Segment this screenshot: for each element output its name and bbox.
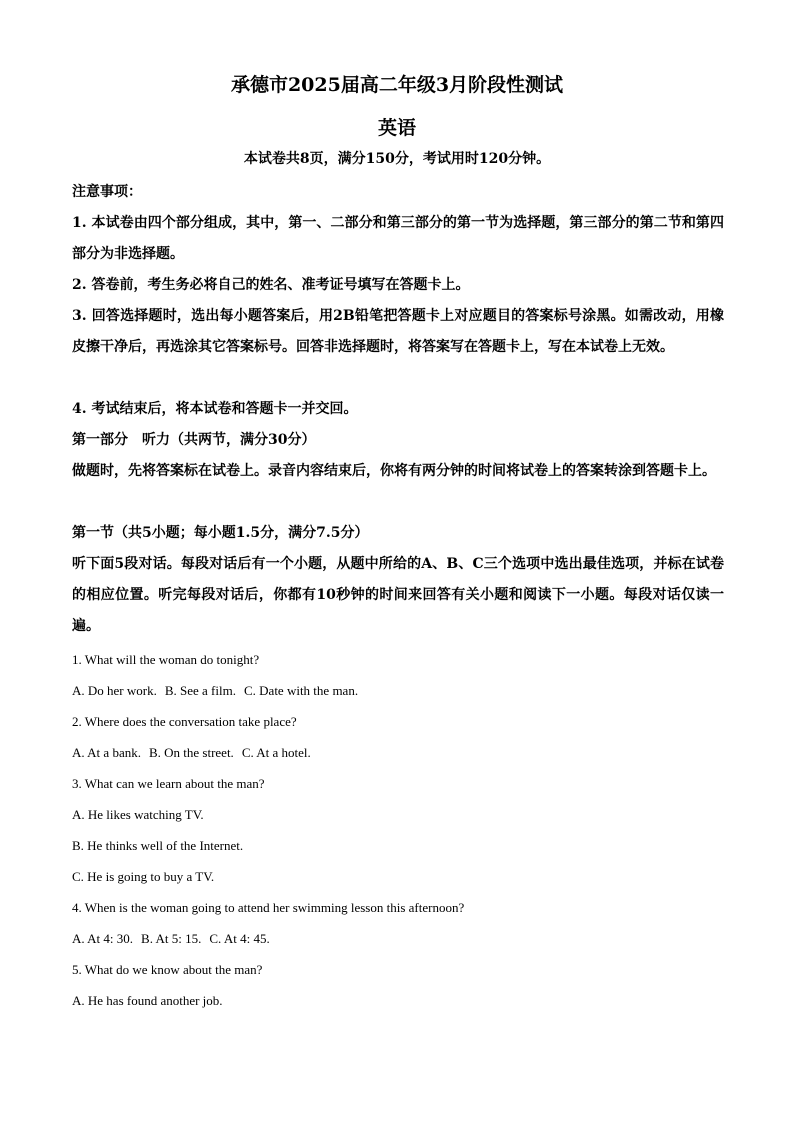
note-item-1: 1. 本试卷由四个部分组成，其中，第一、二部分和第三部分的第一节为选择题，第三部分的第二节和第四部分为非选择题。	[72, 215, 724, 262]
question-option-3c: C. He is going to buy a TV.	[72, 869, 215, 884]
question-option-5a: A. He has found another job.	[72, 993, 223, 1008]
question-options-2	[72, 743, 724, 763]
exam-info: 本试卷共8页，满分150分，考试用时120分钟。	[243, 151, 551, 167]
part1-instruction: 做题时，先将答案标在试卷上。录音内容结束后，你将有两分钟的时间将试卷上的答案转涂到答题卡上。	[72, 463, 716, 479]
question-stem-3: 3. What can we learn about the man?	[72, 776, 265, 791]
option-a: A. At 4: 30.	[72, 931, 134, 946]
question-option-3a: A. He likes watching TV.	[72, 807, 204, 822]
section1-heading: 第一节（共5小题；每小题1.5分，满分7.5分）	[72, 525, 369, 541]
exam-title: 承德市2025届高二年级3月阶段性测试	[230, 74, 564, 96]
option-c: C. At a hotel.	[241, 745, 311, 760]
question-option-3b: B. He thinks well of the Internet.	[72, 838, 244, 853]
option-c: C. Date with the man.	[243, 683, 359, 698]
question-options-1	[72, 681, 724, 701]
note-item-2: 2. 答卷前，考生务必将自己的姓名、准考证号填写在答题卡上。	[72, 277, 470, 293]
notes-heading: 注意事项：	[72, 184, 142, 200]
question-stem-1: 1. What will the woman do tonight?	[72, 652, 260, 667]
exam-subject: 英语	[377, 117, 416, 139]
option-a: A. Do her work.	[72, 683, 157, 698]
option-a: A. At a bank.	[72, 745, 141, 760]
section1-instruction: 听下面5段对话。每段对话后有一个小题，从题中所给的A、B、C三个选项中选出最佳选项，并标在试卷的相应位置。听完每段对话后，你都有10秒钟的时间来回答有关小题和阅读下一小题。每段对话仅读一遍。	[72, 556, 724, 634]
note-item-3: 3. 回答选择题时，选出每小题答案后，用2B铅笔把答题卡上对应题目的答案标号涂黑。如需改动，用橡皮擦干净后，再选涂其它答案标号。回答非选择题时，将答案写在答题卡上，写在本试卷上无效。	[72, 308, 724, 355]
option-b: B. On the street.	[148, 745, 234, 760]
note-item-4: 4. 考试结束后，将本试卷和答题卡一并交回。	[72, 401, 358, 417]
option-b: B. See a film.	[164, 683, 236, 698]
question-options-4	[72, 929, 724, 949]
option-b: B. At 5: 15.	[141, 931, 202, 946]
question-stem-5: 5. What do we know about the man?	[72, 962, 263, 977]
question-stem-2: 2. Where does the conversation take place?	[72, 714, 297, 729]
option-c: C. At 4: 45.	[209, 931, 270, 946]
part1-heading: 第一部分 听力（共两节，满分30分）	[72, 432, 316, 448]
question-stem-4: 4. When is the woman going to attend her swimming lesson this afternoon?	[72, 900, 465, 915]
